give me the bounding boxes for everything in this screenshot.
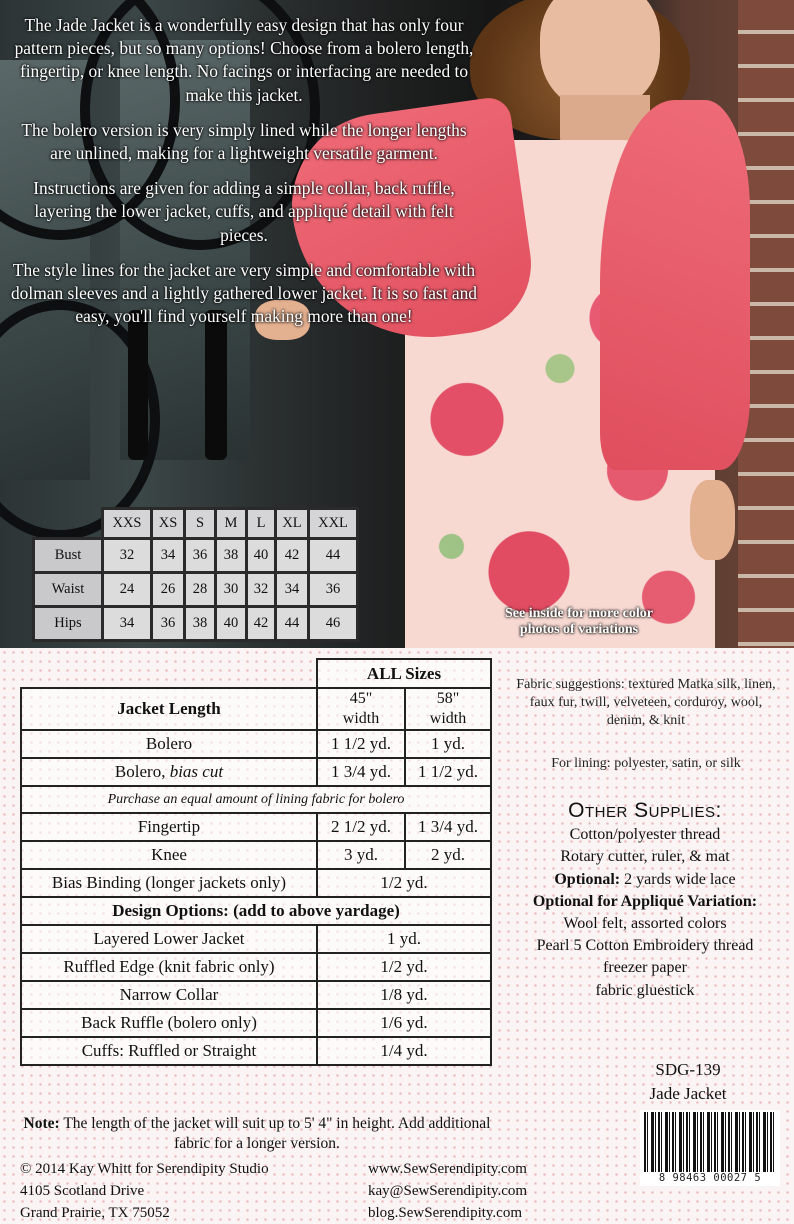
description-paragraph: The style lines for the jacket are very simple and comfortable with dolman sleeves and a lightly gathered lower jacket. It is so fast and easy, you'll find yourself making more than one! (10, 259, 478, 327)
yardage-label: Knee (21, 841, 317, 869)
description-paragraph: The Jade Jacket is a wonderfully easy design that has only four pattern pieces, but so many options! Choose from a bolero length, fingertip, or knee length. No facings or interfacing are needed to make this jacket. (14, 15, 474, 105)
size-cell: 36 (152, 607, 185, 641)
yardage-label: Bolero (21, 730, 317, 758)
width-58-header (405, 688, 491, 730)
option-amount: 1/6 yd. (317, 1009, 491, 1037)
option-label: Layered Lower Jacket (21, 925, 317, 953)
supply-item: fabric gluestick (595, 981, 695, 999)
size-cell: 42 (247, 607, 276, 641)
size-header: S (185, 509, 216, 539)
optional-text: 2 yards wide lace (624, 870, 736, 888)
yardage-45: 1 1/2 yd. (317, 730, 405, 758)
size-cell: 32 (103, 539, 152, 573)
barcode-bars (644, 1112, 776, 1172)
length-note (22, 1114, 492, 1154)
model-hand-right (690, 480, 735, 560)
option-row (21, 981, 491, 1009)
contact-links (368, 1158, 527, 1224)
caption-line: photos of variations (519, 622, 639, 637)
width-45-header (317, 688, 405, 730)
yardage-58: 2 yd. (405, 841, 491, 869)
note-text: The length of the jacket will suit up to 5' 4" in height. Add additional fabric for a longer version. (63, 1115, 491, 1152)
row-label: Bust (34, 539, 103, 573)
yardage-45: 2 1/2 yd. (317, 813, 405, 841)
supply-optional (500, 869, 790, 891)
note-label: Note: (23, 1115, 60, 1132)
pattern-id (608, 1058, 768, 1106)
row-label: Hips (34, 607, 103, 641)
address-line: © 2014 Kay Whitt for Serendipity Studio (20, 1161, 269, 1177)
size-cell: 30 (216, 573, 247, 607)
design-options-header: Design Options: (add to above yardage) (21, 897, 491, 925)
address-line: 4105 Scotland Drive (20, 1183, 145, 1199)
fabric-suggestions: Fabric suggestions: textured Matka silk, linen, faux fur, twill, velveteen, corduroy, wool, denim, & knit (516, 677, 776, 728)
website-link[interactable]: www.SewSerendipity.com (368, 1161, 527, 1177)
lining-suggestions: For lining: polyester, satin, or silk (551, 756, 741, 771)
yardage-58: 1 3/4 yd. (405, 813, 491, 841)
barcode-digits: 8 98463 00027 5 (658, 1172, 762, 1184)
other-supplies (500, 800, 790, 1002)
size-row-bust (34, 539, 358, 573)
supply-item: freezer paper (603, 959, 687, 977)
yardage-label (21, 758, 317, 786)
yardage-45: 3 yd. (317, 841, 405, 869)
pattern-description (10, 14, 478, 340)
supplies-title: Other Supplies: (568, 799, 722, 822)
option-amount: 1 yd. (317, 925, 491, 953)
jacket-length-header: Jacket Length (21, 688, 317, 730)
yardage-row-bolero (21, 730, 491, 758)
supply-item: Rotary cutter, ruler, & mat (560, 848, 730, 866)
size-chart (32, 507, 359, 642)
size-header: M (216, 509, 247, 539)
size-cell: 28 (185, 573, 216, 607)
size-row-waist (34, 573, 358, 607)
size-header: XL (276, 509, 309, 539)
option-label: Ruffled Edge (knit fabric only) (21, 953, 317, 981)
size-cell: 34 (103, 607, 152, 641)
size-cell: 32 (247, 573, 276, 607)
size-cell: 38 (185, 607, 216, 641)
yardage-row-bolero-bias (21, 758, 491, 786)
size-cell: 42 (276, 539, 309, 573)
size-cell: 24 (103, 573, 152, 607)
yardage-amount: 1/2 yd. (317, 869, 491, 897)
pattern-code: SDG-139 (655, 1060, 721, 1079)
lining-note: Purchase an equal amount of lining fabric for bolero (21, 786, 491, 813)
pattern-name: Jade Jacket (649, 1084, 727, 1103)
size-cell: 44 (309, 539, 358, 573)
option-row (21, 953, 491, 981)
size-cell: 34 (152, 539, 185, 573)
supply-item: Cotton/polyester thread (569, 826, 721, 844)
width-value: 45" (349, 690, 373, 707)
design-options-row (21, 897, 491, 925)
yardage-row-bias-binding (21, 869, 491, 897)
yardage-45: 1 3/4 yd. (317, 758, 405, 786)
address-line: Grand Prairie, TX 75052 (20, 1205, 170, 1221)
supply-item: Pearl 5 Cotton Embroidery thread (536, 937, 754, 955)
jacket-sleeve-right (600, 100, 750, 470)
yardage-table (20, 658, 492, 1066)
publisher-address (20, 1158, 269, 1224)
size-cell: 36 (185, 539, 216, 573)
row-label: Waist (34, 573, 103, 607)
yardage-label: Fingertip (21, 813, 317, 841)
description-paragraph: The bolero version is very simply lined while the longer lengths are unlined, making for a lightweight versatile garment. (21, 119, 467, 164)
size-cell: 46 (309, 607, 358, 641)
size-header: XXS (103, 509, 152, 539)
model-face (540, 0, 660, 110)
yardage-58: 1 yd. (405, 730, 491, 758)
width-label: width (342, 710, 380, 727)
yardage-corner (21, 659, 317, 688)
option-row (21, 925, 491, 953)
size-chart-corner (34, 509, 103, 539)
width-label: width (429, 710, 467, 727)
lining-note-row (21, 786, 491, 813)
optional-label: Optional: (554, 870, 621, 888)
option-amount: 1/8 yd. (317, 981, 491, 1009)
size-cell: 34 (276, 573, 309, 607)
size-cell: 44 (276, 607, 309, 641)
option-label: Cuffs: Ruffled or Straight (21, 1037, 317, 1065)
barcode (640, 1110, 780, 1186)
option-amount: 1/2 yd. (317, 953, 491, 981)
size-header: XS (152, 509, 185, 539)
size-header: XXL (309, 509, 358, 539)
description-paragraph: Instructions are given for adding a simple collar, back ruffle, layering the lower jacket, cuffs, and appliqué detail with felt pieces. (33, 178, 455, 245)
supply-item: Wool felt, assorted colors (563, 915, 727, 933)
all-sizes-header: ALL Sizes (317, 659, 491, 688)
bias-cut-label: bias cut (169, 762, 224, 781)
size-cell: 36 (309, 573, 358, 607)
email-link[interactable]: kay@SewSerendipity.com (368, 1183, 528, 1199)
caption-line: See inside for more color (504, 606, 653, 621)
applique-title (500, 891, 790, 913)
size-header: L (247, 509, 276, 539)
applique-title-text: Optional for Appliqué Variation: (532, 892, 758, 910)
width-value: 58" (436, 690, 460, 707)
size-cell: 38 (216, 539, 247, 573)
size-cell: 40 (216, 607, 247, 641)
option-row (21, 1037, 491, 1065)
yardage-row-fingertip (21, 813, 491, 841)
size-cell: 40 (247, 539, 276, 573)
option-label: Back Ruffle (bolero only) (21, 1009, 317, 1037)
yardage-58: 1 1/2 yd. (405, 758, 491, 786)
bolero-bias-label: Bolero, (114, 762, 166, 781)
size-cell: 26 (152, 573, 185, 607)
option-label: Narrow Collar (21, 981, 317, 1009)
option-amount: 1/4 yd. (317, 1037, 491, 1065)
blog-link[interactable]: blog.SewSerendipity.com (368, 1205, 523, 1221)
yardage-row-knee (21, 841, 491, 869)
yardage-label: Bias Binding (longer jackets only) (21, 869, 317, 897)
option-row (21, 1009, 491, 1037)
see-inside-caption (466, 606, 692, 638)
size-row-hips (34, 607, 358, 641)
